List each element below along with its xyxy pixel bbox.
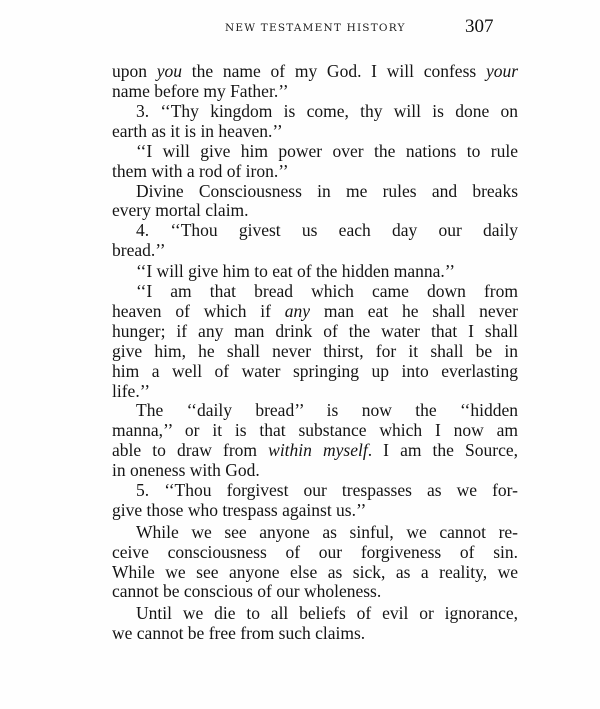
- running-head: NEW TESTAMENT HISTORY: [225, 22, 406, 34]
- text-line: 3. ‘‘Thy kingdom is come, thy will is done on: [136, 100, 518, 121]
- text-line: him a well of water springing up into everlasting: [112, 360, 518, 381]
- text-line: upon you the name of my God. I will confess your: [112, 61, 519, 81]
- text-line: ‘‘I am that bread which came down from: [136, 280, 518, 301]
- text-line: give those who trespass against us.’’: [112, 500, 367, 521]
- text-line: Until we die to all beliefs of evil or ignorance,: [136, 603, 518, 624]
- text-line: earth as it is in heaven.’’: [112, 120, 283, 141]
- text-line: able to draw from within myself. I am the Source,: [112, 440, 519, 461]
- text-line: hunger; if any man drink of the water that I shall: [112, 320, 518, 341]
- text-line: Divine Consciousness in me rules and breaks: [136, 180, 518, 201]
- text-line: ‘‘I will give him power over the nations to rule: [136, 140, 518, 161]
- text-line: 4. ‘‘Thou givest us each day our daily: [136, 220, 518, 241]
- page-number: 307: [465, 16, 494, 37]
- text-line: manna,’’ or it is that substance which I now am: [112, 420, 518, 441]
- text-line: in oneness with God.: [112, 460, 260, 481]
- text-line: name before my Father.’’: [112, 80, 289, 101]
- text-line: heaven of which if any man eat he shall never: [112, 300, 518, 321]
- text-line: While we see anyone as sinful, we cannot re-: [136, 521, 518, 542]
- text-line: life.’’: [112, 380, 151, 401]
- text-line: While we see anyone else as sick, as a reality, we: [112, 561, 518, 582]
- text-line: The ‘‘daily bread’’ is now the ‘‘hidden: [136, 400, 518, 421]
- text-line: cannot be conscious of our wholeness.: [112, 581, 382, 602]
- text-line: ceive consciousness of our forgiveness of sin.: [112, 541, 518, 562]
- text-line: give him, he shall never thirst, for it shall be in: [112, 340, 518, 361]
- text-line: we cannot be free from such claims.: [112, 623, 366, 643]
- text-line: ‘‘I will give him to eat of the hidden manna.’’: [136, 261, 456, 282]
- text-line: 5. ‘‘Thou forgivest our trespasses as we for-: [136, 480, 518, 501]
- text-line: them with a rod of iron.’’: [112, 160, 289, 181]
- text-line: every mortal claim.: [112, 200, 249, 221]
- text-line: bread.’’: [112, 240, 166, 261]
